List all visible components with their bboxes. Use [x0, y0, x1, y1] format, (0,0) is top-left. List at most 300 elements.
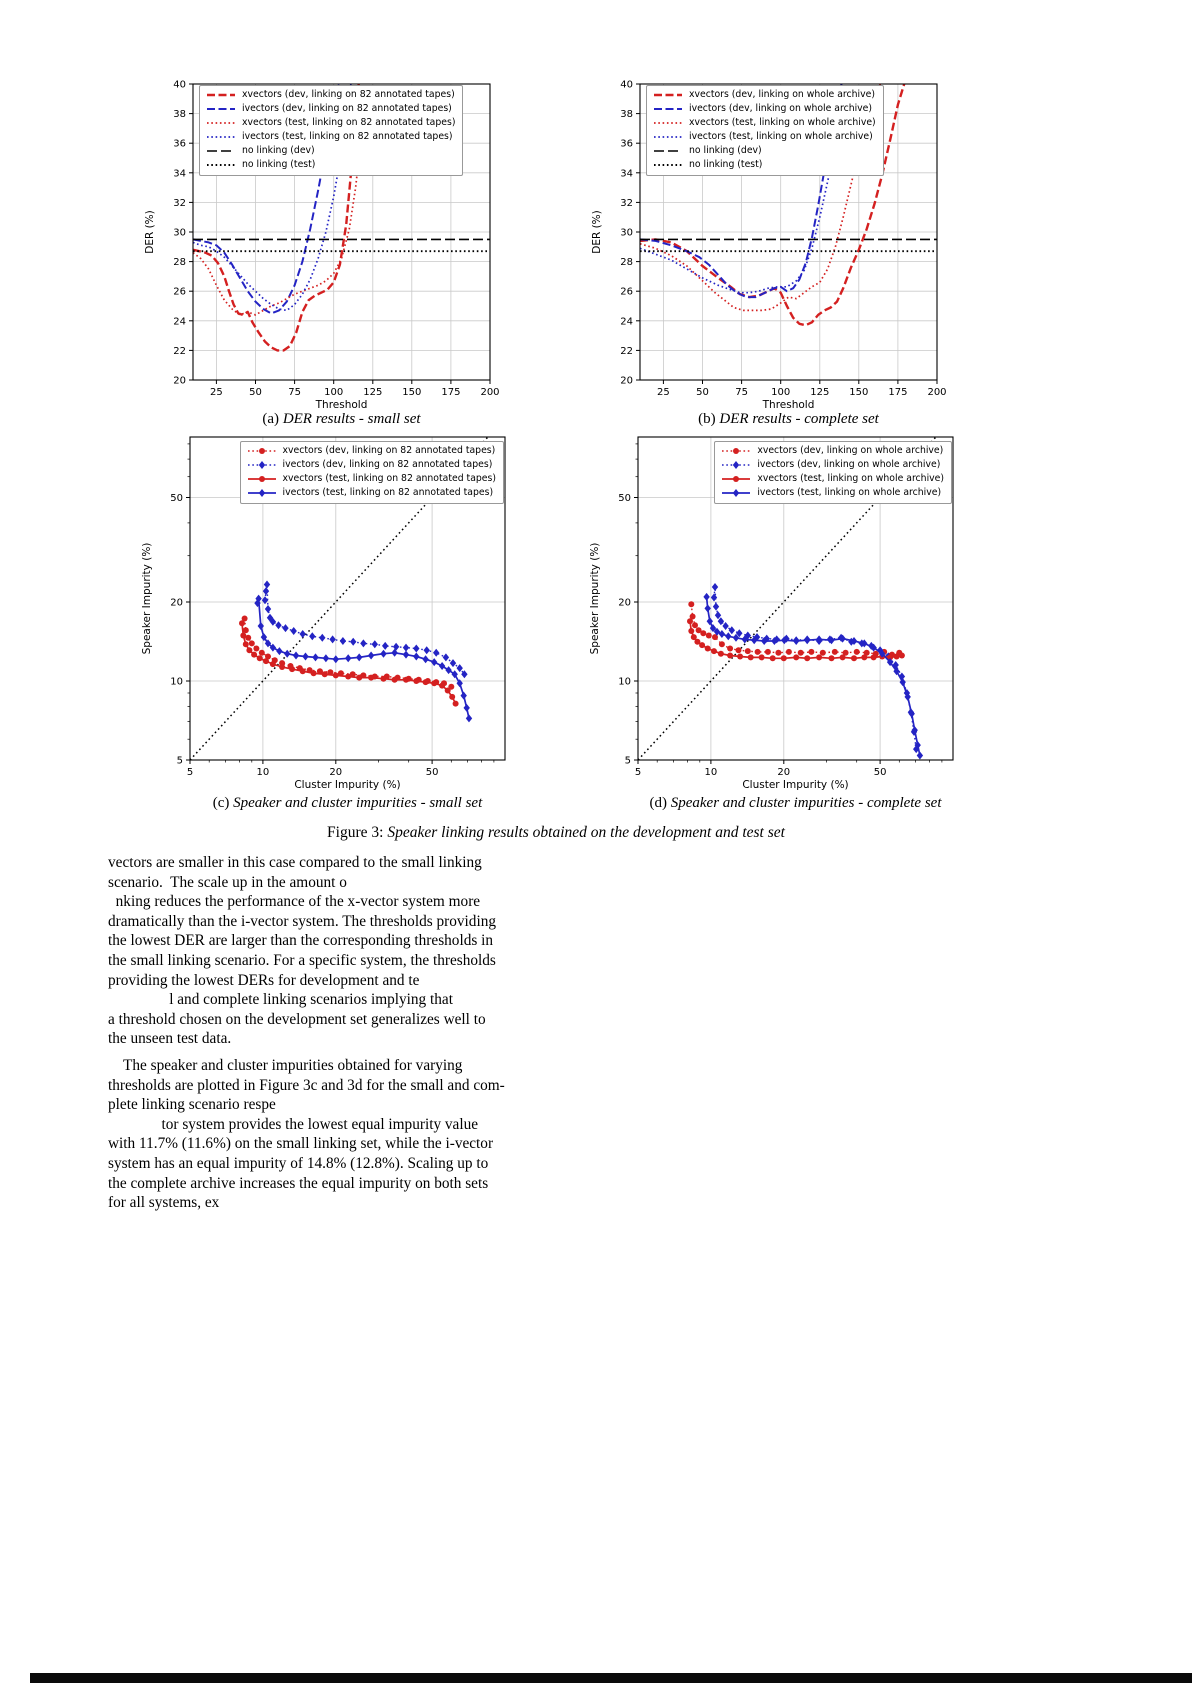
marker-circle [733, 476, 739, 482]
x-axis-label: Threshold [762, 399, 815, 411]
marker-circle [259, 448, 265, 454]
legend-label: xvectors (test, linking on whole archive) [757, 473, 944, 484]
marker-diamond [372, 640, 378, 648]
marker-circle [733, 448, 739, 454]
text-line: the unseen test data. [108, 1030, 232, 1048]
figure-caption [146, 824, 966, 842]
marker-diamond [391, 649, 397, 657]
marker-circle [871, 654, 877, 660]
x-tick-label: 75 [288, 387, 301, 398]
marker-circle [381, 676, 387, 682]
marker-circle [453, 701, 459, 707]
legend-item-ivectors-test [653, 131, 876, 144]
legend-line-sample-icon [206, 90, 236, 100]
paragraph-1 [108, 853, 544, 1049]
legend-line-sample-icon [206, 132, 236, 142]
x-tick-label: 100 [771, 387, 791, 398]
legend-line-sample-icon [206, 160, 236, 170]
marker-circle [861, 654, 867, 660]
marker-diamond [711, 594, 717, 602]
legend-item-ivectors-dev [653, 103, 876, 116]
caption-d-text: Speaker and cluster impurities - complete set [670, 795, 942, 811]
marker-circle [793, 654, 799, 660]
marker-circle [786, 649, 792, 655]
marker-diamond [403, 644, 409, 652]
marker-diamond [917, 752, 923, 760]
marker-circle [239, 620, 245, 626]
legend-item-no-linking-dev [653, 145, 876, 158]
legend-line-sample-icon [206, 118, 236, 128]
y-tick-label: 22 [620, 345, 633, 357]
marker-circle [333, 672, 339, 678]
marker-circle [240, 633, 246, 639]
marker-circle [727, 653, 733, 659]
marker-diamond [263, 587, 269, 595]
marker-circle [449, 694, 455, 700]
marker-diamond [264, 581, 270, 589]
marker-diamond [293, 652, 299, 660]
legend-line-sample-icon [247, 446, 277, 456]
x-tick-label: 150 [402, 387, 422, 398]
y-tick-label: 20 [618, 597, 631, 609]
legend-label: xvectors (test, linking on whole archive) [689, 117, 876, 128]
marker-circle [832, 649, 838, 655]
marker-circle [423, 679, 429, 685]
marker-circle [718, 651, 724, 657]
y-tick-label: 20 [620, 375, 633, 387]
marker-diamond [450, 659, 456, 667]
x-tick-label: 125 [363, 387, 383, 398]
caption-a-prefix: (a) [262, 411, 280, 427]
caption-b [640, 411, 937, 428]
legend-item-no-linking-test [653, 159, 876, 172]
x-tick-label: 175 [441, 387, 461, 398]
marker-diamond [258, 461, 264, 469]
legend-item-xvectors-dev [247, 445, 496, 458]
marker-diamond [329, 635, 335, 643]
caption-c [180, 795, 515, 812]
paragraph-2 [108, 1056, 544, 1213]
text-line: l and complete linking scenarios implying that [108, 991, 453, 1009]
marker-diamond [265, 605, 271, 613]
legend-label: ivectors (test, linking on 82 annotated tapes) [282, 487, 494, 498]
x-tick-label: 20 [777, 767, 791, 778]
marker-circle [263, 658, 269, 664]
x-tick-label: 200 [480, 387, 500, 398]
marker-circle [257, 655, 263, 661]
series-ivectors-test [703, 593, 923, 760]
legend-label: xvectors (dev, linking on 82 annotated tapes) [282, 445, 496, 456]
legend-item-ivectors-dev [206, 103, 455, 116]
legend-line-sample-icon [721, 474, 751, 484]
marker-circle [692, 622, 698, 628]
marker-circle [808, 649, 814, 655]
figure-caption-prefix: Figure 3: [327, 824, 384, 841]
y-tick-label: 28 [173, 257, 186, 269]
x-tick-label: 175 [888, 387, 908, 398]
marker-diamond [725, 632, 731, 640]
x-tick-label: 50 [425, 767, 439, 778]
marker-circle [688, 601, 694, 607]
chart-impurity-small-set [137, 428, 527, 802]
y-tick-label: 24 [173, 316, 186, 328]
marker-diamond [707, 617, 713, 625]
marker-circle [243, 641, 249, 647]
marker-circle [311, 670, 317, 676]
x-tick-label: 50 [696, 387, 709, 398]
marker-circle [899, 653, 905, 659]
marker-circle [894, 654, 900, 660]
y-axis-label: Speaker Impurity (%) [589, 542, 601, 655]
marker-diamond [705, 604, 711, 612]
y-tick-label: 26 [173, 286, 186, 298]
text-line: providing the lowest DERs for development and te [108, 971, 420, 989]
marker-circle [413, 678, 419, 684]
marker-diamond [733, 461, 739, 469]
marker-diamond [733, 489, 739, 497]
marker-circle [829, 655, 835, 661]
chart-legend [646, 85, 884, 176]
chart-legend [714, 441, 952, 504]
marker-diamond [413, 645, 419, 653]
marker-diamond [439, 662, 445, 670]
marker-diamond [413, 653, 419, 661]
marker-circle [755, 649, 761, 655]
y-tick-label: 22 [173, 345, 186, 357]
caption-a [193, 411, 490, 428]
legend-item-xvectors-dev [721, 445, 944, 458]
legend-label: ivectors (test, linking on whole archive) [689, 131, 873, 142]
marker-diamond [291, 627, 297, 635]
y-tick-label: 50 [618, 493, 631, 504]
marker-circle [748, 654, 754, 660]
marker-circle [439, 683, 445, 689]
marker-diamond [360, 639, 366, 647]
chart-impurity-complete-set [585, 428, 975, 802]
y-tick-label: 30 [173, 227, 186, 239]
y-tick-label: 30 [620, 227, 633, 239]
marker-diamond [457, 664, 463, 672]
marker-diamond [356, 653, 362, 661]
marker-diamond [275, 621, 281, 629]
marker-diamond [461, 692, 467, 700]
marker-diamond [340, 637, 346, 645]
caption-a-text: DER results - small set [282, 411, 421, 427]
text-line: The speaker and cluster impurities obtained for varying [108, 1056, 463, 1074]
marker-circle [706, 633, 712, 639]
legend-line-sample-icon [721, 460, 751, 470]
marker-diamond [258, 489, 264, 497]
marker-circle [688, 628, 694, 634]
legend-label: ivectors (test, linking on 82 annotated tapes) [242, 131, 453, 142]
text-line: nking reduces the performance of the x-vector system more [108, 893, 481, 911]
marker-diamond [312, 653, 318, 661]
legend-line-sample-icon [653, 118, 683, 128]
y-axis-label: DER (%) [144, 210, 156, 254]
text-line: with 11.7% (11.6%) on the small linking set, while the i-vector [108, 1135, 494, 1153]
marker-diamond [424, 646, 430, 654]
marker-circle [700, 630, 706, 636]
marker-circle [403, 677, 409, 683]
marker-circle [345, 674, 351, 680]
marker-diamond [380, 650, 386, 658]
marker-circle [711, 648, 717, 654]
legend-label: no linking (dev) [242, 145, 315, 156]
y-tick-label: 50 [170, 493, 183, 504]
caption-d [628, 795, 963, 812]
marker-circle [246, 647, 252, 653]
marker-circle [781, 655, 787, 661]
marker-circle [840, 654, 846, 660]
y-tick-label: 40 [173, 79, 186, 91]
marker-circle [798, 650, 804, 656]
marker-diamond [382, 642, 388, 650]
legend-label: no linking (test) [242, 159, 316, 170]
legend-item-ivectors-test [721, 487, 944, 500]
legend-item-xvectors-test [653, 117, 876, 130]
legend-label: xvectors (dev, linking on whole archive) [757, 445, 944, 456]
legend-line-sample-icon [247, 488, 277, 498]
marker-diamond [403, 651, 409, 659]
marker-circle [851, 655, 857, 661]
marker-diamond [300, 630, 306, 638]
legend-item-xvectors-dev [206, 89, 455, 102]
legend-item-no-linking-dev [206, 145, 455, 158]
y-tick-label: 38 [620, 109, 633, 121]
text-line: the complete archive increases the equal impurity on both sets [108, 1174, 489, 1192]
series-xvectors-dev [688, 601, 902, 657]
legend-item-ivectors-dev [247, 459, 496, 472]
text-line: the lowest DER are larger than the corresponding thresholds in [108, 932, 494, 950]
marker-diamond [284, 650, 290, 658]
caption-b-text: DER results - complete set [719, 411, 879, 427]
legend-item-xvectors-test [247, 473, 496, 486]
legend-item-xvectors-test [206, 117, 455, 130]
marker-circle [705, 646, 711, 652]
marker-diamond [712, 583, 718, 591]
y-tick-label: 34 [173, 168, 186, 180]
marker-diamond [445, 666, 451, 674]
x-tick-label: 10 [704, 767, 718, 778]
y-tick-label: 32 [173, 197, 186, 209]
marker-circle [759, 654, 765, 660]
chart-legend [199, 85, 463, 176]
x-tick-label: 125 [810, 387, 830, 398]
legend-label: xvectors (dev, linking on 82 annotated tapes) [242, 89, 455, 100]
legend-item-ivectors-test [206, 131, 455, 144]
marker-circle [253, 646, 259, 652]
marker-diamond [729, 626, 735, 634]
y-tick-label: 10 [170, 676, 183, 688]
marker-diamond [333, 655, 339, 663]
x-tick-label: 5 [186, 767, 194, 778]
marker-diamond [443, 653, 449, 661]
x-tick-label: 20 [329, 767, 343, 778]
y-tick-label: 34 [620, 168, 633, 180]
chart-legend [240, 441, 504, 504]
x-tick-label: 50 [873, 767, 887, 778]
y-tick-label: 20 [173, 375, 186, 387]
marker-diamond [433, 649, 439, 657]
marker-circle [356, 675, 362, 681]
marker-circle [736, 647, 742, 653]
legend-label: xvectors (dev, linking on whole archive) [689, 89, 875, 100]
marker-diamond [793, 637, 799, 645]
marker-circle [775, 650, 781, 656]
marker-circle [251, 652, 257, 658]
caption-d-prefix: (d) [649, 795, 667, 811]
marker-circle [727, 646, 733, 652]
x-tick-label: 25 [210, 387, 223, 398]
marker-circle [854, 649, 860, 655]
y-tick-label: 26 [620, 286, 633, 298]
x-tick-label: 200 [927, 387, 947, 398]
y-tick-label: 24 [620, 316, 633, 328]
y-tick-label: 40 [620, 79, 633, 91]
text-line: tor system provides the lowest equal impurity value [108, 1115, 479, 1133]
legend-item-ivectors-dev [721, 459, 944, 472]
text-line: for all systems, ex [108, 1194, 220, 1212]
legend-line-sample-icon [653, 146, 683, 156]
text-line: system has an equal impurity of 14.8% (12.8%). Scaling up to [108, 1154, 489, 1172]
legend-line-sample-icon [206, 146, 236, 156]
text-line: the small linking scenario. For a specific system, the thresholds [108, 951, 496, 969]
series-ivectors-dev [711, 583, 920, 753]
marker-diamond [309, 632, 315, 640]
caption-c-text: Speaker and cluster impurities - small set [233, 795, 483, 811]
marker-circle [445, 688, 451, 694]
legend-line-sample-icon [653, 132, 683, 142]
marker-circle [765, 649, 771, 655]
marker-circle [259, 650, 265, 656]
marker-circle [249, 640, 255, 646]
marker-circle [691, 634, 697, 640]
legend-item-no-linking-test [206, 159, 455, 172]
legend-label: ivectors (dev, linking on 82 annotated tapes) [282, 459, 493, 470]
marker-diamond [393, 643, 399, 651]
marker-diamond [319, 634, 325, 642]
x-tick-label: 5 [634, 767, 642, 778]
marker-circle [322, 671, 328, 677]
marker-diamond [282, 624, 288, 632]
marker-diamond [713, 603, 719, 611]
y-tick-label: 10 [618, 676, 631, 688]
y-tick-label: 5 [624, 755, 631, 767]
figure-caption-text: Speaker linking results obtained on the development and test set [387, 824, 785, 841]
marker-diamond [276, 647, 282, 655]
marker-circle [816, 654, 822, 660]
legend-line-sample-icon [247, 460, 277, 470]
marker-circle [745, 648, 751, 654]
series-xvectors-test [239, 620, 459, 706]
text-line: scenario. The scale up in the amount o [108, 873, 347, 891]
marker-diamond [422, 655, 428, 663]
legend-label: ivectors (dev, linking on whole archive) [689, 103, 873, 114]
y-tick-label: 36 [173, 138, 186, 150]
text-line: dramatically than the i-vector system. The thresholds providing [108, 912, 496, 930]
marker-circle [737, 654, 743, 660]
marker-diamond [715, 611, 721, 619]
marker-diamond [804, 636, 810, 644]
legend-line-sample-icon [206, 104, 236, 114]
legend-item-xvectors-test [721, 473, 944, 486]
marker-circle [270, 661, 276, 667]
marker-circle [770, 655, 776, 661]
legend-item-xvectors-dev [653, 89, 876, 102]
marker-circle [804, 655, 810, 661]
legend-line-sample-icon [247, 474, 277, 484]
x-tick-label: 25 [657, 387, 670, 398]
x-axis-label: Cluster Impurity (%) [742, 779, 849, 791]
chart-der-small-set [140, 72, 510, 422]
marker-circle [431, 680, 437, 686]
legend-label: ivectors (dev, linking on 82 annotated tapes) [242, 103, 452, 114]
marker-diamond [464, 704, 470, 712]
marker-diamond [703, 593, 709, 601]
marker-circle [289, 666, 295, 672]
marker-diamond [350, 638, 356, 646]
caption-c-prefix: (c) [212, 795, 230, 811]
marker-diamond [368, 652, 374, 660]
legend-line-sample-icon [653, 90, 683, 100]
legend-line-sample-icon [653, 160, 683, 170]
x-axis-label: Threshold [315, 399, 368, 411]
y-tick-label: 36 [620, 138, 633, 150]
legend-label: no linking (dev) [689, 145, 762, 156]
y-tick-label: 32 [620, 197, 633, 209]
series-ivectors-test [254, 595, 472, 723]
y-tick-label: 5 [176, 755, 183, 767]
text-line: thresholds are plotted in Figure 3c and 3d for the small and com- [108, 1076, 505, 1094]
legend-item-ivectors-test [247, 487, 496, 500]
x-tick-label: 100 [324, 387, 344, 398]
legend-line-sample-icon [653, 104, 683, 114]
text-line: plete linking scenario respe [108, 1096, 276, 1114]
marker-circle [259, 476, 265, 482]
marker-diamond [323, 654, 329, 662]
legend-line-sample-icon [721, 446, 751, 456]
legend-label: ivectors (dev, linking on whole archive) [757, 459, 941, 470]
y-axis-label: Speaker Impurity (%) [141, 542, 153, 655]
y-axis-label: DER (%) [591, 210, 603, 254]
x-tick-label: 150 [849, 387, 869, 398]
caption-b-prefix: (b) [698, 411, 716, 427]
marker-circle [719, 641, 725, 647]
marker-circle [279, 664, 285, 670]
marker-diamond [302, 653, 308, 661]
marker-diamond [345, 654, 351, 662]
y-tick-label: 28 [620, 257, 633, 269]
text-line: vectors are smaller in this case compared to the small linking [108, 854, 482, 871]
marker-circle [392, 677, 398, 683]
y-tick-label: 20 [170, 597, 183, 609]
x-tick-label: 75 [735, 387, 748, 398]
legend-label: xvectors (test, linking on 82 annotated tapes) [242, 117, 456, 128]
marker-diamond [466, 714, 472, 722]
text-line: a threshold chosen on the development set generalizes well to [108, 1010, 486, 1028]
x-tick-label: 50 [249, 387, 262, 398]
body-text [108, 853, 544, 1213]
x-axis-label: Cluster Impurity (%) [294, 779, 401, 791]
legend-label: no linking (test) [689, 159, 763, 170]
marker-circle [300, 668, 306, 674]
legend-line-sample-icon [721, 488, 751, 498]
marker-diamond [718, 617, 724, 625]
x-tick-label: 10 [256, 767, 270, 778]
legend-label: ivectors (test, linking on whole archive) [757, 487, 942, 498]
marker-circle [368, 675, 374, 681]
marker-circle [699, 642, 705, 648]
